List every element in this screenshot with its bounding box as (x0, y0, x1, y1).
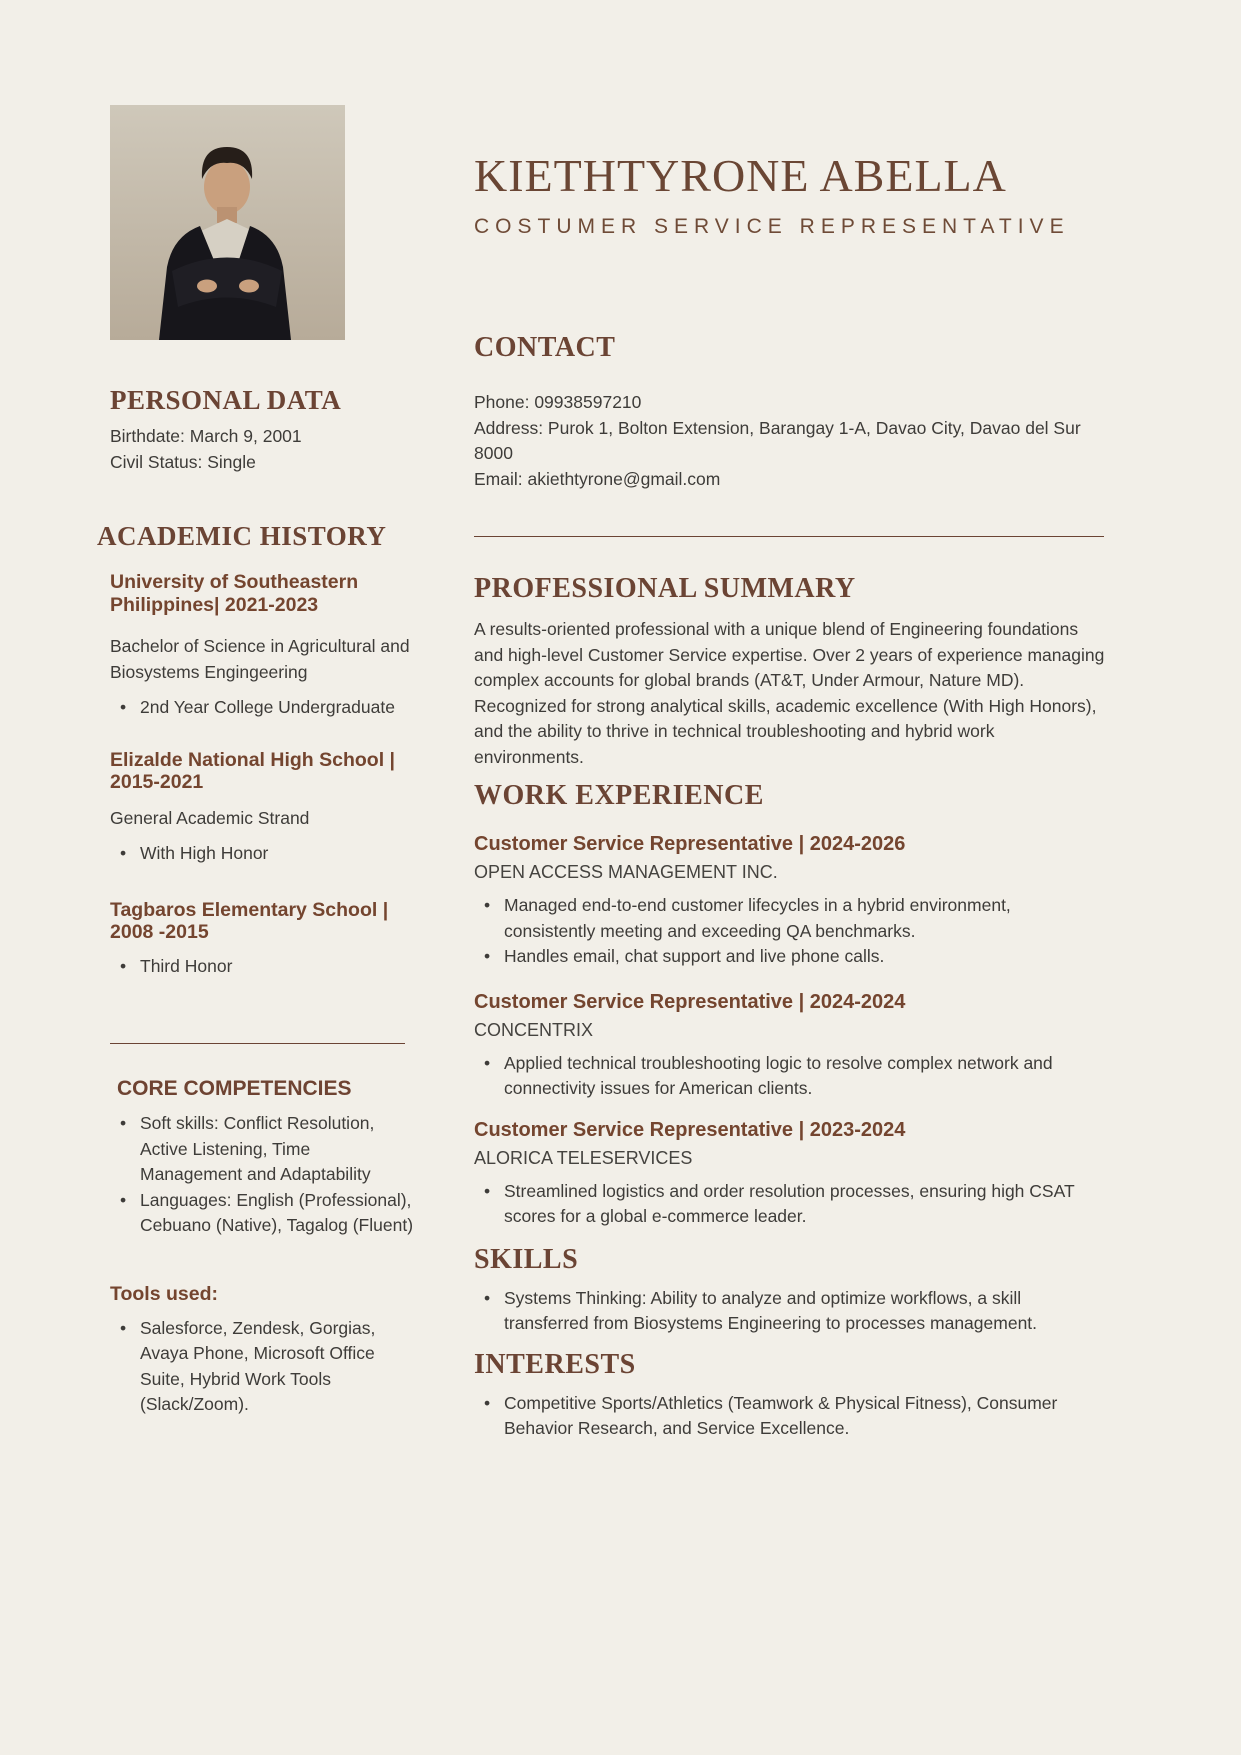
contact-heading: CONTACT (474, 332, 616, 363)
left-column (97, 385, 417, 1418)
academic-history-heading: ACADEMIC HISTORY (97, 521, 387, 551)
person-portrait-illustration (110, 105, 345, 340)
job-company: CONCENTRIX (474, 1019, 594, 1040)
academic-bullet: • 2nd Year College Undergraduate (110, 695, 417, 721)
job-entry-open-access (474, 832, 1106, 970)
school-title: University of Southeastern Philippines| 2021-2023 (110, 571, 359, 616)
job-bullet: • Streamlined logistics and order resolution processes, ensuring high CSAT scores for a global e-commerce leader. (474, 1179, 1106, 1230)
personal-data-heading: PERSONAL DATA (110, 385, 342, 415)
competency-bullet: • Soft skills: Conflict Resolution, Active Listening, Time Management and Adaptability (110, 1111, 417, 1188)
candidate-name: KIETHTYRONE ABELLA (474, 150, 1007, 201)
academic-entry-highschool (97, 749, 417, 867)
candidate-job-title: COSTUMER SERVICE REPRESENTATIVE (474, 215, 1070, 238)
job-company: OPEN ACCESS MANAGEMENT INC. (474, 862, 778, 882)
skills-bullet: • Systems Thinking: Ability to analyze and optimize workflows, a skill transferred from Biosystems Engineering to processes management. (474, 1286, 1106, 1337)
profile-photo (110, 105, 345, 340)
academic-entry-university (97, 571, 417, 721)
civil-status-line: Civil Status: Single (110, 451, 256, 472)
interests-bullet: • Competitive Sports/Athletics (Teamwork & Physical Fitness), Consumer Behavior Research, and Service Excellence. (474, 1391, 1106, 1442)
left-section-divider (110, 1043, 405, 1044)
academic-entry-elementary (97, 899, 417, 980)
core-competencies-heading: CORE COMPETENCIES (117, 1077, 352, 1100)
job-title: Customer Service Representative | 2024-2024 (474, 990, 906, 1013)
job-entry-alorica (474, 1118, 1106, 1230)
birthdate-line: Birthdate: March 9, 2001 (110, 426, 302, 446)
professional-summary-text: A results-oriented professional with a unique blend of Engineering foundations and high-level Customer Service expertise. Over 2 years of experience managing complex accounts for global brands (AT&T, Under Armour, Nature MD). Recognized for strong analytical skills, academic excellence (With High Honors), and the ability to thrive in technical troubleshooting and hybrid work environments. (474, 619, 1105, 767)
right-section-divider (474, 536, 1104, 537)
school-title: Elizalde National High School | 2015-2021 (110, 748, 395, 793)
job-bullet: • Handles email, chat support and live phone calls. (474, 944, 1106, 970)
contact-address: Address: Purok 1, Bolton Extension, Barangay 1-A, Davao City, Davao del Sur 8000 (474, 417, 1081, 463)
contact-email: Email: akiethtyrone@gmail.com (474, 468, 721, 489)
skills-heading: SKILLS (474, 1243, 579, 1275)
job-company: ALORICA TELESERVICES (474, 1147, 693, 1168)
academic-bullet: • With High Honor (110, 841, 417, 867)
job-bullet: • Managed end-to-end customer lifecycles in a hybrid environment, consistently meeting and exceeding QA benchmarks. (474, 893, 1106, 944)
tools-bullet: • Salesforce, Zendesk, Gorgias, Avaya Phone, Microsoft Office Suite, Hybrid Work Tools (Slack/Zoom). (110, 1316, 417, 1418)
job-title: Customer Service Representative | 2024-2026 (474, 833, 906, 855)
professional-summary-heading: PROFESSIONAL SUMMARY (474, 573, 856, 604)
job-entry-concentrix (474, 990, 1106, 1102)
competency-bullet: • Languages: English (Professional), Cebuano (Native), Tagalog (Fluent) (110, 1188, 417, 1239)
strand-text: General Academic Strand (110, 807, 310, 828)
school-title: Tagbaros Elementary School | 2008 -2015 (110, 898, 389, 943)
work-experience-heading: WORK EXPERIENCE (474, 780, 764, 811)
right-column (474, 128, 1106, 1442)
academic-bullet: • Third Honor (110, 954, 417, 980)
tools-used-heading: Tools used: (110, 1282, 218, 1305)
job-title: Customer Service Representative | 2023-2024 (474, 1118, 906, 1141)
degree-text: Bachelor of Science in Agricultural and Biosystems Engingeering (110, 636, 410, 682)
interests-heading: INTERESTS (474, 1348, 636, 1380)
contact-phone: Phone: 09938597210 (474, 392, 642, 412)
job-bullet: • Applied technical troubleshooting logic to resolve complex network and connectivity issues for American clients. (474, 1051, 1106, 1102)
